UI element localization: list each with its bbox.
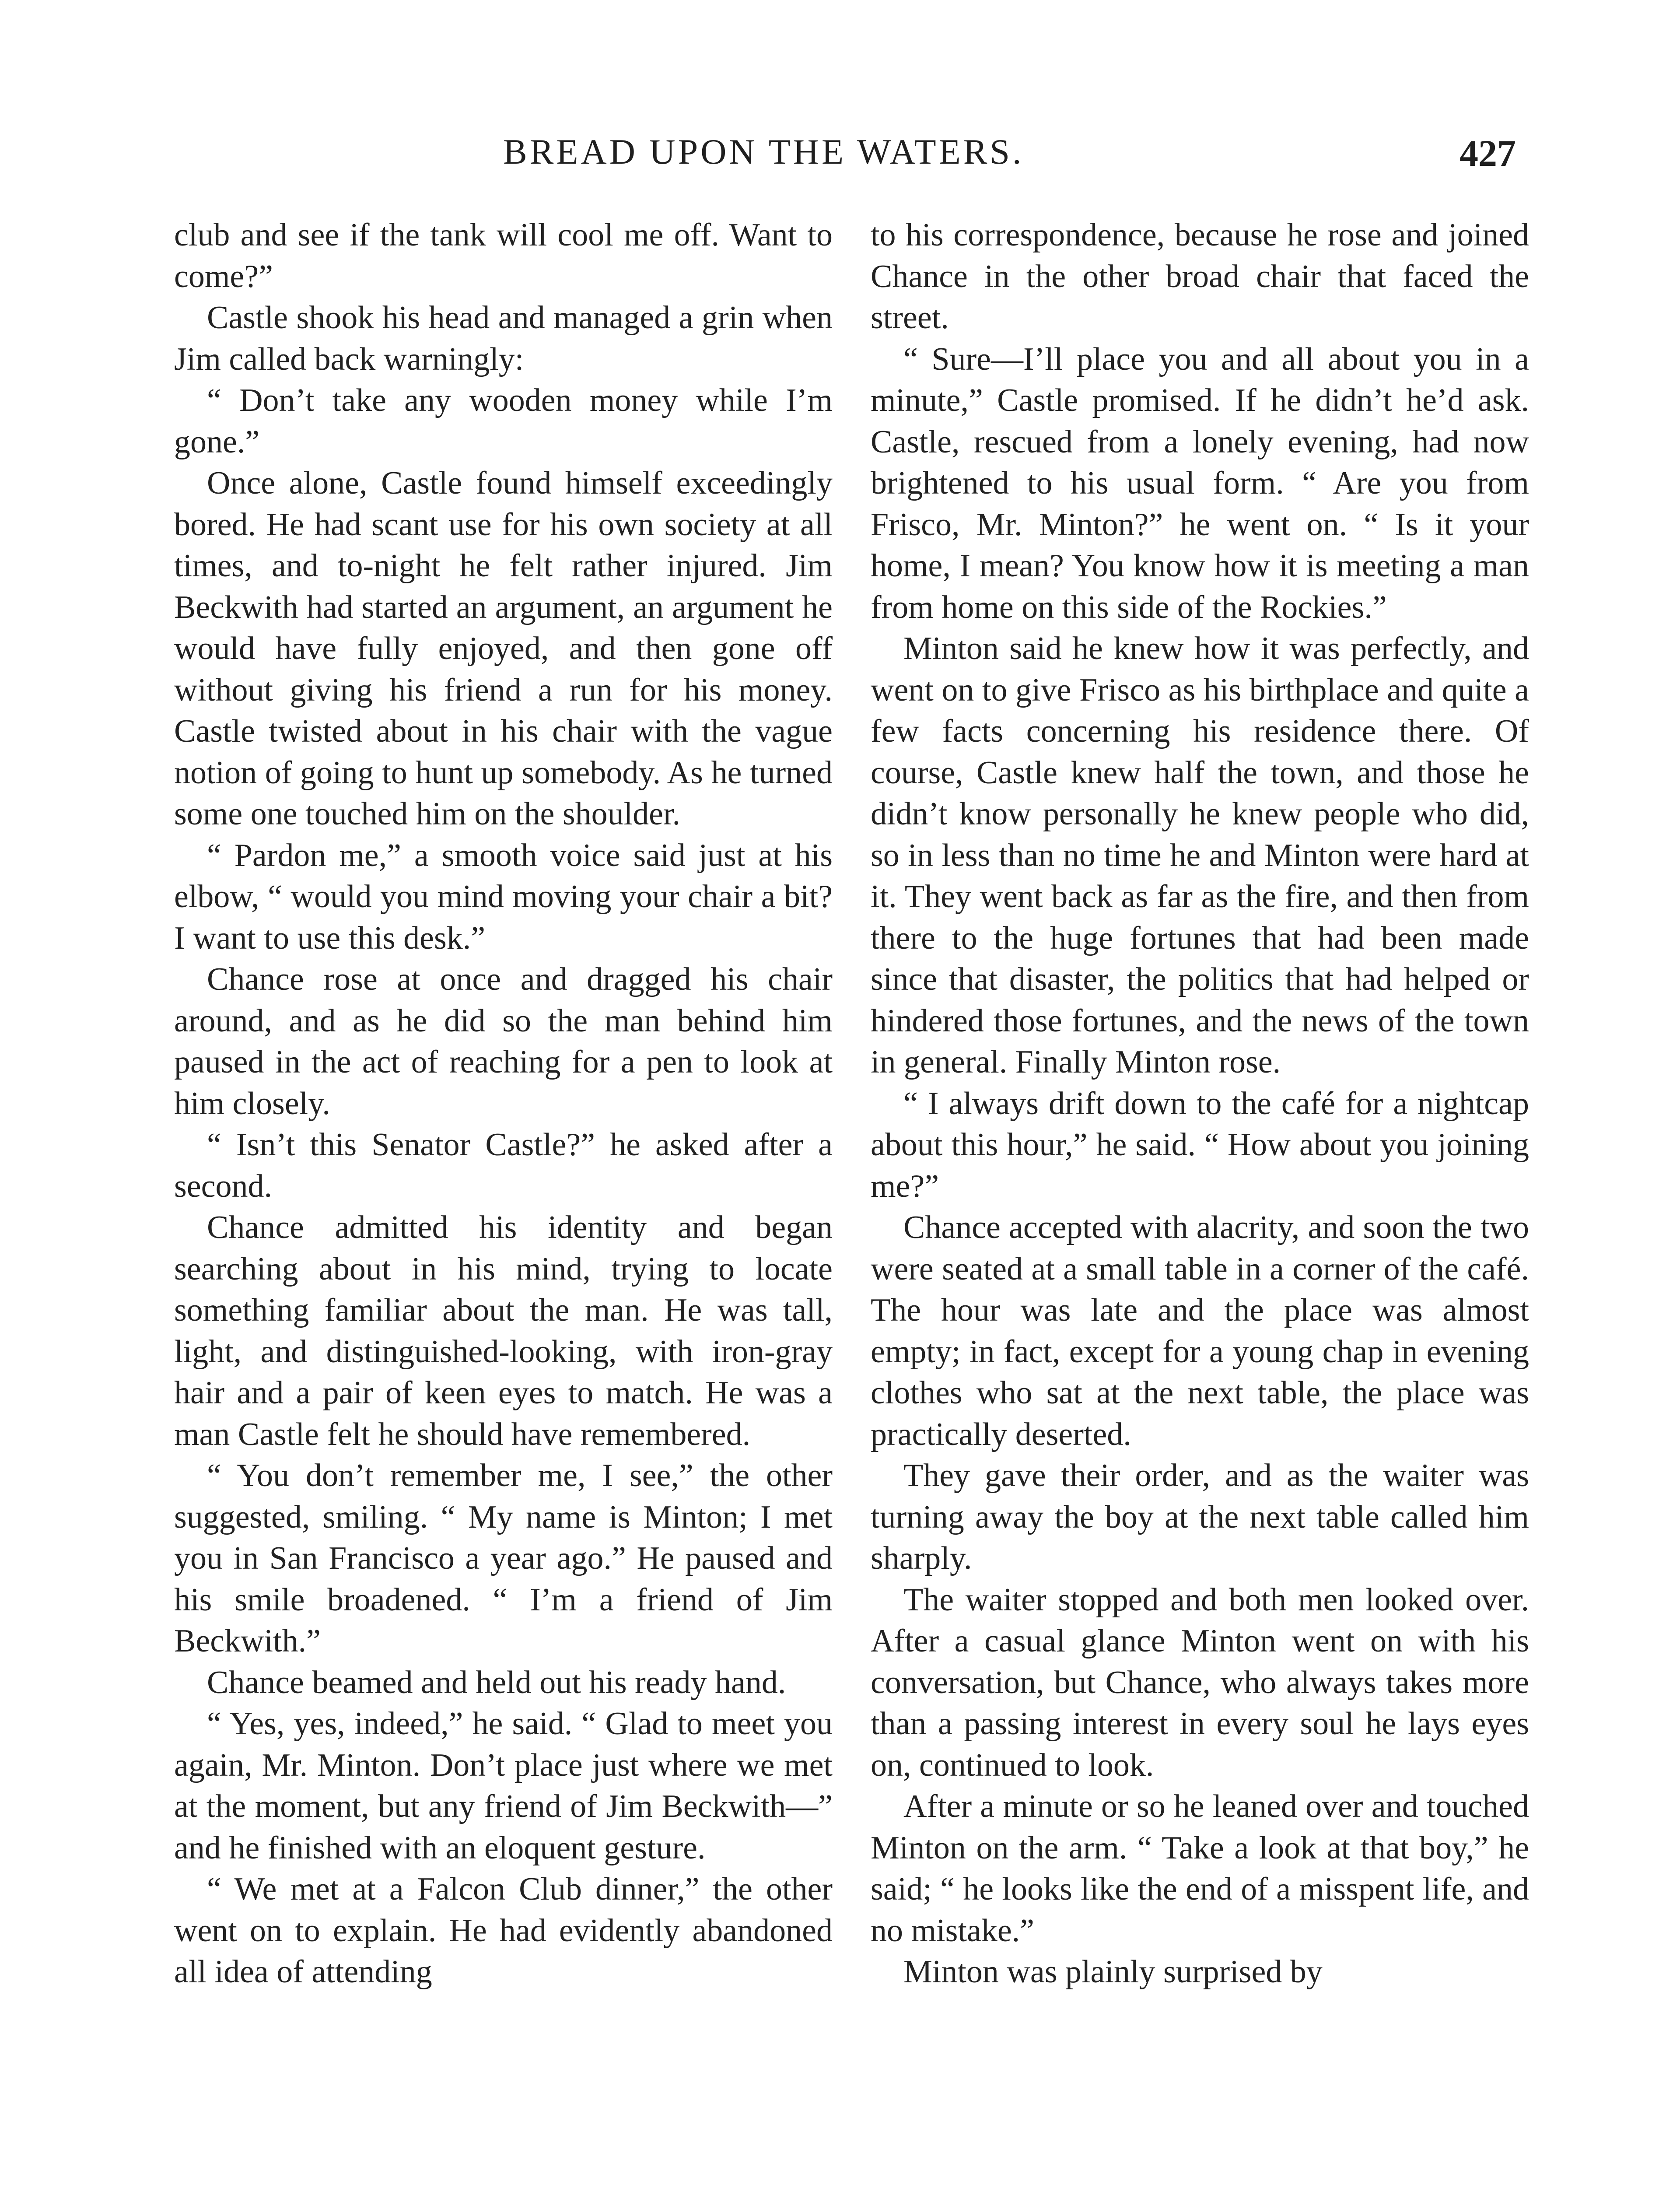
paragraph: Chance admitted his identity and began searching about in his mind, trying to locate something familiar about the man. He was tall, light, and distinguished-looking, with iron-gray hair and a pair of keen eyes to match. He was a man Castle felt he should have remembered. [174, 1210, 833, 1452]
paragraph: “ You don’t remember me, I see,” the other suggested, smiling. “ My name is Minton; I met you in San Francisco a year ago.” He paused and his smile broadened. “ I’m a friend of Jim Beckwith.” [174, 1458, 833, 1659]
paragraph: “ Pardon me,” a smooth voice said just at his elbow, “ would you mind moving your chair a bit? I want to use this desk.” [174, 837, 833, 956]
right-column [871, 214, 1529, 1993]
paragraph: Chance accepted with alacrity, and soon the two were seated at a small table in a corner of the café. The hour was late and the place was almost empty; in fact, except for a young chap in evening clothes who sat at the next table, the place was practically deserted. [871, 1210, 1529, 1452]
paragraph: Chance beamed and held out his ready hand. [207, 1664, 786, 1701]
running-title: BREAD UPON THE WATERS. [503, 132, 1024, 172]
paragraph: Chance rose at once and dragged his chair around, and as he did so the man behind him paused in the act of reaching for a pen to look at him closely. [174, 961, 833, 1122]
paragraph: “ We met at a Falcon Club dinner,” the other went on to explain. He had evidently abandoned all idea of attending [174, 1871, 833, 1990]
paragraph: “ Don’t take any wooden money while I’m gone.” [174, 382, 833, 460]
paragraph: The waiter stopped and both men looked over. After a casual glance Minton went on with his conversation, but Chance, who always takes more than a passing interest in every soul he lays eyes on, continued to look. [871, 1581, 1529, 1783]
paragraph: Castle shook his head and managed a grin when Jim called back warningly: [174, 300, 833, 377]
paragraph: Minton was plainly surprised by [903, 1954, 1323, 1990]
page-number: 427 [1460, 132, 1516, 174]
paragraph: After a minute or so he leaned over and touched Minton on the arm. “ Take a look at that boy,” he said; “ he looks like the end of a misspent life, and no mistake.” [871, 1788, 1529, 1949]
paragraph: They gave their order, and as the waiter was turning away the boy at the next table called him sharply. [871, 1458, 1529, 1576]
paragraph: club and see if the tank will cool me off. Want to come?” [174, 217, 833, 295]
paragraph: “ Isn’t this Senator Castle?” he asked after a second. [174, 1127, 833, 1204]
paragraph: “ Yes, yes, indeed,” he said. “ Glad to meet you again, Mr. Minton. Don’t place just where we met at the moment, but any friend of Jim Beckwith—” and he finished with an eloquent gesture. [174, 1706, 833, 1866]
paragraph: Minton said he knew how it was perfectly, and went on to give Frisco as his birthplace and quite a few facts concerning his residence there. Of course, Castle knew half the town, and those he didn’t know personally he knew people who did, so in less than no time he and Minton were hard at it. They went back as far as the fire, and then from there to the huge fortunes that had been made since that disaster, the politics that had helped or hindered those fortunes, and the news of the town in general. Finally Minton rose. [871, 631, 1529, 1080]
paragraph: “ I always drift down to the café for a nightcap about this hour,” he said. “ How about you joining me?” [871, 1085, 1529, 1204]
left-column [174, 214, 833, 1993]
paragraph: to his correspondence, because he rose and joined Chance in the other broad chair that faced the street. [871, 217, 1529, 336]
paragraph: “ Sure—I’ll place you and all about you in a minute,” Castle promised. If he didn’t he’d ask. Castle, rescued from a lonely evening, had now brightened to his usual form. “ Are you from Frisco, Mr. Minton?” he went on. “ Is it your home, I mean? You know how it is meeting a man from home on this side of the Rockies.” [871, 341, 1529, 625]
paragraph: Once alone, Castle found himself exceedingly bored. He had scant use for his own society at all times, and to-night he felt rather injured. Jim Beckwith had started an argument, an argument he would have fully enjoyed, and then gone off without giving his friend a run for his money. Castle twisted about in his chair with the vague notion of going to hunt up somebody. As he turned some one touched him on the shoulder. [174, 465, 833, 832]
